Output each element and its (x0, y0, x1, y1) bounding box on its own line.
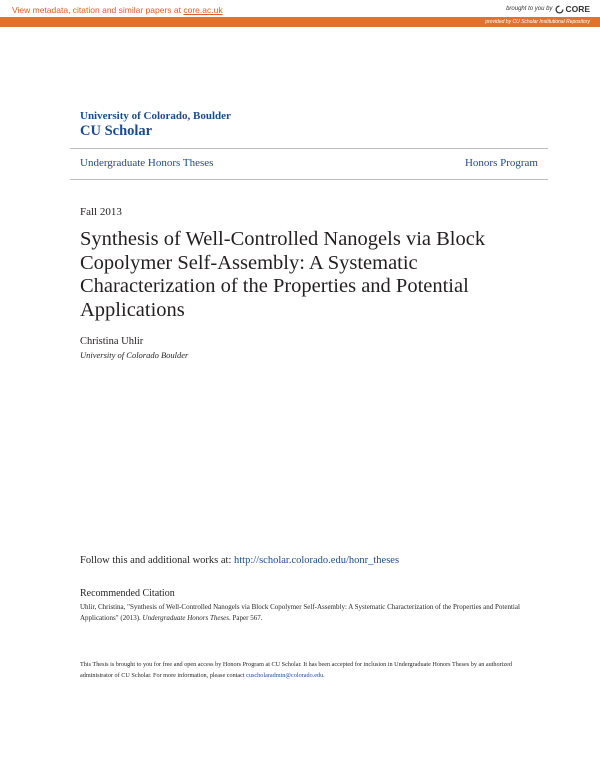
core-provided-text: provided by CU Scholar Institutional Repository (485, 19, 590, 25)
paper-title: Synthesis of Well-Controlled Nanogels via Block Copolymer Self-Assembly: A Systematic Characterization of the Properties and Potential Applications (80, 228, 486, 321)
core-logo-icon (555, 5, 564, 14)
department-link[interactable]: Honors Program (464, 157, 538, 169)
follow-link[interactable]: http://scholar.colorado.edu/honr_theses (234, 555, 400, 566)
citation-text (80, 602, 530, 624)
author-name: Christina Uhlir (80, 336, 144, 347)
core-link[interactable]: core.ac.uk (183, 5, 223, 15)
author-affiliation: University of Colorado Boulder (80, 350, 189, 360)
notice-text: This Thesis is brought to you for free and open access by Honors Program at CU Scholar. It has been accepted for inclusion in Undergraduate Honors Theses by an authorized administrator of CU Scholar. For more information, please contact (80, 661, 512, 679)
contact-email-link[interactable]: cuscholaradmin@colorado.edu (246, 672, 324, 679)
collection-link[interactable]: Undergraduate Honors Theses (80, 157, 214, 169)
repository-name: CU Scholar (80, 123, 153, 139)
access-notice (80, 659, 530, 681)
core-metadata-prefix: View metadata, citation and similar papers at (12, 5, 184, 15)
citation-main: Uhlir, Christina, "Synthesis of Well-Controlled Nanogels via Block Copolymer Self-Assembly: A Systematic Characterization of the Properties and Potential Applications" (2013). (80, 603, 520, 622)
publication-date: Fall 2013 (80, 206, 122, 218)
core-banner (0, 0, 600, 27)
core-logo-text: CORE (565, 4, 590, 14)
core-metadata-notice (12, 5, 223, 15)
citation-journal: Undergraduate Honors Theses (142, 614, 230, 622)
citation-heading: Recommended Citation (80, 588, 175, 599)
nav-divider-top (70, 148, 548, 149)
follow-prefix: Follow this and additional works at: (80, 555, 234, 566)
core-brought-by[interactable] (506, 4, 590, 14)
institution-header[interactable] (80, 110, 231, 139)
citation-suffix: . Paper 567. (229, 614, 263, 622)
core-logo (555, 4, 590, 14)
institution-name: University of Colorado, Boulder (80, 110, 231, 122)
core-brought-text: brought to you by (506, 6, 553, 12)
notice-end: . (323, 672, 325, 679)
follow-line (80, 555, 399, 566)
nav-divider-bottom (70, 179, 548, 180)
